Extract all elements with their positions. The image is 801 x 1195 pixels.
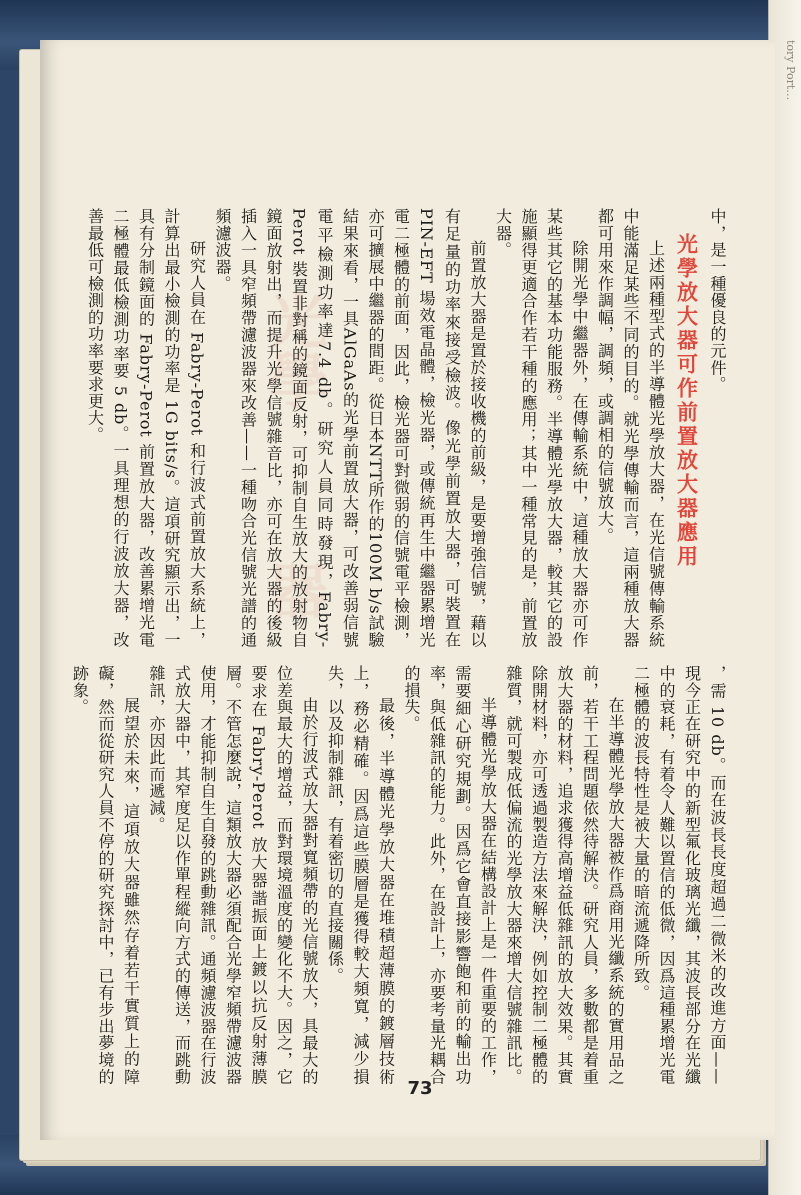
page-number: 73: [407, 1078, 433, 1099]
paragraph: 半導體光學放大器在結構設計上是一件重要的工作，需要細心研究規劃。因爲它會直接影響飽和前的輸出功率，與低雜訊的能力。此外，在設計上，亦要考量光耦合的損失。: [402, 665, 498, 1085]
adjacent-page-text: tory Port…: [784, 40, 797, 101]
paragraph: 前置放大器是置於接收機的前級，是要增強信號，藉以有足量的功率來接受檢波。像光學前置放大器，可裝置在 PIN-EFT 場效電晶體，檢光器，或傳統再生中繼器累增光電二極體的前面，因此，檢光器可對微弱的信號電平檢測，亦可擴展中繼器的間距。從日本NTT所作的100M b/s試驗結果來看，一具AlGaAs的光學前置放大器，可改善弱信號電平檢測功率達7.4 db。研究人員同時發現，Fabry-Perot 裝置非對稱的鏡面反射，可抑制自生放大的放射物自鏡面放射出，而提升光學信號雜音比，亦可在放大器的後級插入一具窄頻帶濾波器來改善——一種吻合光信號光譜的通頻濾波器。: [213, 208, 487, 648]
section-heading: 光學放大器可作前置放大器應用: [674, 233, 700, 570]
paragraph: 研究人員在 Fabry-Perot 和行波式前置放大系統上，計算出最小檢測的功率是 1G bits/s。這項研究顯示出，一具有分制鏡面的 Fabry-Perot 前置放大器，改善累增光電二極體最低檢測功率要 5 db。一具理想的行波放大器，改善最低可檢測的功率要求更大。: [85, 208, 207, 648]
text-block-bottom: [70, 665, 730, 1085]
paragraph: 在半導體光學放大器被作爲商用光纖系統的實用品之前，若干工程問題依然待解決。研究人員，多數都是着重放大器的材料，追求獲得高增益低雜訊的放大效果。其實除開材料，亦可透過製造方法來解決，例如控制二極體的雜質，就可製成低偏流的光學放大器來增大信號雜訊比。: [504, 665, 625, 1085]
paragraph: 上述兩種型式的半導體光學放大器，在光信號傳輸系統中能滿足某些不同的目的。就光學傳輸而言，這兩種放大器都可用來作調幅，調頻，或調相的信號放大。: [595, 208, 666, 648]
show-through-ink: 光學: [258, 290, 328, 410]
paragraph: 最後，半導體光學放大器在堆積超薄膜的鍍層技術上，務必精確。因爲這些膜層是獲得較大頻寬，減少損失，以及抑制雜訊，有着密切的直接關係。: [325, 665, 396, 1085]
text-block-top: [85, 208, 730, 648]
paragraph: 中，是一種優良的元件。: [708, 208, 727, 393]
show-through-ink: 器: [258, 560, 328, 620]
paragraph: 除開光學中繼器外，在傳輸系統中，這種放大器亦可作某些其它的基本功能服務。半導體光學放大器，較其它的設施顯得更適合作若干種的應用；其中一種常見的是，前置放大器。: [493, 208, 589, 648]
paragraph: ，需 10 db。而在波長長度超過二微米的改進方面——現今正在研究中的新型氟化玻璃光纖，其波長部分在光纖中的衰耗，有着令人難以置信的低微，因爲這種累增光電二極體的波長特性是被大量的暗流遞降所致。: [631, 665, 727, 1085]
paragraph: 由於行波式放大器對寬頻帶的光信號放大，具最大的位差與最大的增益，而對環境溫度的變化不大。因之，它要求在 Fabry-Perot 放大器諧振面上鍍以抗反射薄膜層。不管怎麼說，這類放大器必須配合光學窄頻帶濾波器使用，才能抑制自生自發的跳動雜訊。通頻濾波器在行波式放大器中，其窄度足以作單程縱向方式的傳送，而跳動雜訊，亦因此而遞減。: [147, 665, 319, 1085]
paragraph: 展望於未來，這項放大器雖然存着若干實質上的障礙，然而從研究人員不停的研究探討中，已有步出夢境的跡象。: [70, 665, 141, 1085]
